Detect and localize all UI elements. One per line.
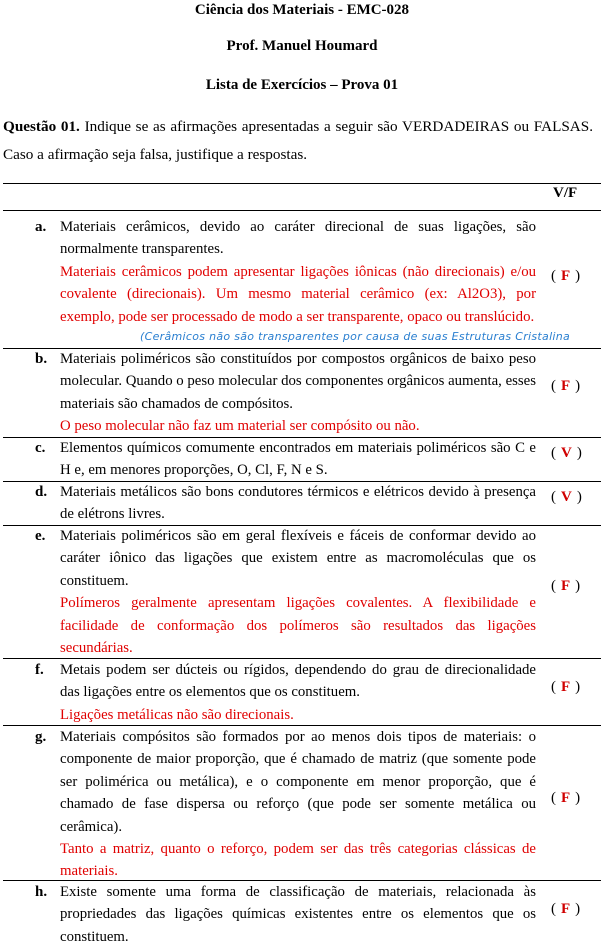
answer-badge: ( V ) [551, 445, 582, 461]
item-letter: e. [35, 528, 46, 544]
question-text: Indique se as afirmações apresentadas a seguir são VERDADEIRAS ou FALSAS. Caso a afirmação seja falsa, justifique a respostas. [3, 118, 593, 163]
item-statement: Existe somente uma forma de classificação de materiais, relacionada às propriedades das ligações químicas existentes entre os elementos que os constituem. [60, 884, 536, 945]
answer-badge: ( F ) [551, 901, 581, 917]
item-correction: Materiais cerâmicos podem apresentar ligações iônicas (não direcionais) e/ou covalente (direcionais). Um mesmo material cerâmico (ex: Al2O3), por exemplo, pode ser processado de modo a ser transparente, opaco ou translúcido. [60, 263, 536, 325]
item-correction: O peso molecular não faz um material ser compósito ou não. [60, 418, 420, 435]
answer-badge: ( F ) [551, 790, 581, 806]
course-title: Ciência dos Materiais - EMC-028 [194, 2, 410, 18]
answer-badge: ( F ) [551, 268, 581, 284]
answer-badge: ( V ) [551, 489, 582, 505]
question-prompt [3, 113, 593, 169]
professor-name: Prof. Manuel Houmard [226, 38, 378, 54]
item-letter: b. [35, 351, 48, 367]
item-correction: Ligações metálicas não são direcionais. [60, 706, 294, 723]
item-body [60, 348, 536, 438]
item-body [60, 881, 536, 948]
answer-badge: ( F ) [551, 378, 581, 394]
item-letter: h. [35, 884, 48, 900]
item-body [60, 525, 536, 659]
question-label: Questão 01. [3, 118, 80, 135]
answer-badge: ( F ) [551, 679, 581, 695]
vf-column-header: V/F [553, 185, 578, 201]
handwritten-note: (Cerâmicos não são transparentes por causa de suas Estruturas Cristalina [140, 330, 571, 343]
item-letter: f. [35, 662, 44, 678]
item-correction: Tanto a matriz, quanto o reforço, podem ser das três categorias clássicas de materiais. [60, 841, 536, 880]
table-top-rule [3, 183, 601, 184]
item-letter: a. [35, 219, 47, 235]
item-statement: Materiais cerâmicos, devido ao caráter direcional de suas ligações, são normalmente transparentes. [60, 219, 536, 258]
item-statement: Materiais metálicos são bons condutores térmicos e elétricos devido à presença de elétrons livres. [60, 484, 536, 523]
item-statement: Elementos químicos comumente encontrados em materiais poliméricos são C e H e, em menores proporções, O, Cl, F, N e S. [60, 440, 536, 479]
item-body [60, 481, 536, 526]
item-body [60, 437, 536, 482]
item-body [60, 216, 536, 328]
table-header-rule [3, 210, 601, 211]
item-correction: Polímeros geralmente apresentam ligações covalentes. A flexibilidade e facilidade de conformação dos polímeros são resultados das ligações secundárias. [60, 595, 536, 657]
item-letter: d. [35, 484, 48, 500]
item-statement: Metais podem ser dúcteis ou rígidos, dependendo do grau de direcionalidade das ligações entre os elementos que os constituem. [60, 662, 536, 701]
item-statement: Materiais poliméricos são constituídos por compostos orgânicos de baixo peso molecular. Quando o peso molecular dos componentes orgânicos aumenta, esses materiais são chamados de compósitos. [60, 351, 536, 412]
list-title: Lista de Exercícios – Prova 01 [205, 77, 399, 93]
item-body [60, 726, 536, 883]
answer-badge: ( F ) [551, 578, 581, 594]
item-letter: g. [35, 729, 47, 745]
item-body [60, 659, 536, 726]
item-statement: Materiais compósitos são formados por ao menos dois tipos de materiais: o componente de maior proporção, que é chamado de matriz (que somente pode ser polimérica ou metálica), e o componente em menor proporção, que é chamado de fase dispersa ou reforço (que pode ser somente metálica ou cerâmica). [60, 729, 536, 835]
item-statement: Materiais poliméricos são em geral flexíveis e fáceis de conformar devido ao caráter iônico das ligações que existem entre as macromoléculas que os constituem. [60, 528, 536, 589]
item-letter: c. [35, 440, 46, 456]
